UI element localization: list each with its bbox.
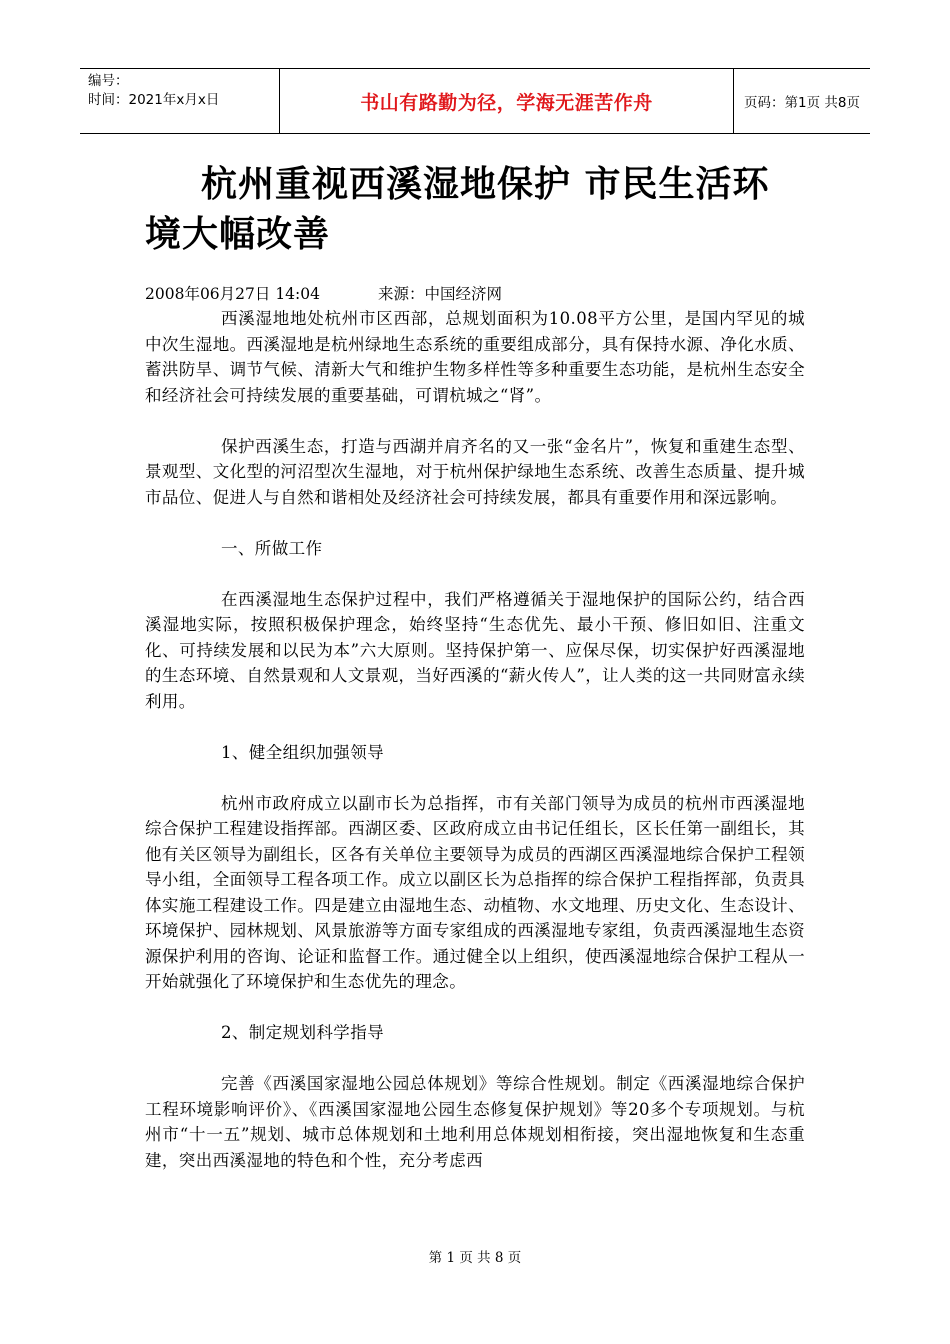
article-body: [145, 306, 805, 1199]
paragraph-intro: 西溪湿地地处杭州市区西部，总规划面积为10.08平方公里，是国内罕见的城中次生湿地。西溪湿地是杭州绿地生态系统的重要组成部分，具有保持水源、净化水质、蓄洪防旱、调节气候、清新大气和维护生物多样性等多种重要生态功能，是杭州生态安全和经济社会可持续发展的重要基础，可谓杭城之“肾”。: [145, 309, 805, 405]
header-meta-cell: [80, 69, 280, 133]
paragraph-organization: 杭州市政府成立以副市长为总指挥，市有关部门领导为成员的杭州市西溪湿地综合保护工程建设指挥部。西湖区委、区政府成立由书记任组长，区长任第一副组长，其他有关区领导为副组长，区各有关单位主要领导为成员的西湖区西溪湿地综合保护工程领导小组，全面领导工程各项工作。成立以副区长为总指挥的综合保护工程指挥部，负责具体实施工程建设工作。四是建立由湿地生态、动植物、水文地理、历史文化、生态设计、环境保护、园林规划、风景旅游等方面专家组成的西溪湿地专家组，负责西溪湿地生态资源保护利用的咨询、论证和监督工作。通过健全以上组织，使西溪湿地综合保护工程从一开始就强化了环境保护和生态优先的理念。: [145, 793, 805, 991]
subheading-organization: 1、健全组织加强领导: [221, 742, 384, 762]
paragraph-planning: 完善《西溪国家湿地公园总体规划》等综合性规划。制定《西溪湿地综合保护工程环境影响评价》、《西溪国家湿地公园生态修复保护规划》等20多个专项规划。与杭州市“十一五”规划、城市总体规划和土地利用总体规划相衔接，突出湿地恢复和生态重建，突出西溪湿地的特色和个性，充分考虑西: [145, 1074, 805, 1170]
article-meta: [145, 283, 502, 305]
article-date: 2008年06月27日 14:04: [145, 285, 320, 303]
document-time-label: 时间：2021年x月x日: [88, 92, 220, 108]
paragraph-principles: 在西溪湿地生态保护过程中，我们严格遵循关于湿地保护的国际公约，结合西溪湿地实际，按照积极保护理念，始终坚持“生态优先、最小干预、修旧如旧、注重文化、可持续发展和以民为本”六大原则。坚持保护第一、应保尽保，切实保护好西溪湿地的生态环境、自然景观和人文景观，当好西溪的“薪火传人”，让人类的这一共同财富永续利用。: [145, 589, 805, 711]
page-header: [80, 68, 870, 134]
header-motto: 书山有路勤为径，学海无涯苦作舟: [280, 69, 734, 133]
article-title: 杭州重视西溪湿地保护 市民生活环境大幅改善: [145, 164, 770, 255]
document-number-label: 编号：: [88, 73, 129, 89]
page-footer: 第 1 页 共 8 页: [428, 1250, 522, 1266]
section-heading-work-done: 一、所做工作: [221, 538, 323, 558]
header-page-info: 页码：第1页 共8页: [744, 95, 860, 111]
article-source: 来源：中国经济网: [378, 285, 503, 303]
paragraph-significance: 保护西溪生态，打造与西湖并肩齐名的又一张“金名片”，恢复和重建生态型、景观型、文化型的河沼型次生湿地，对于杭州保护绿地生态系统、改善生态质量、提升城市品位、促进人与自然和谐相处及经济社会可持续发展，都具有重要作用和深远影响。: [145, 436, 805, 507]
subheading-planning: 2、制定规划科学指导: [221, 1023, 384, 1042]
